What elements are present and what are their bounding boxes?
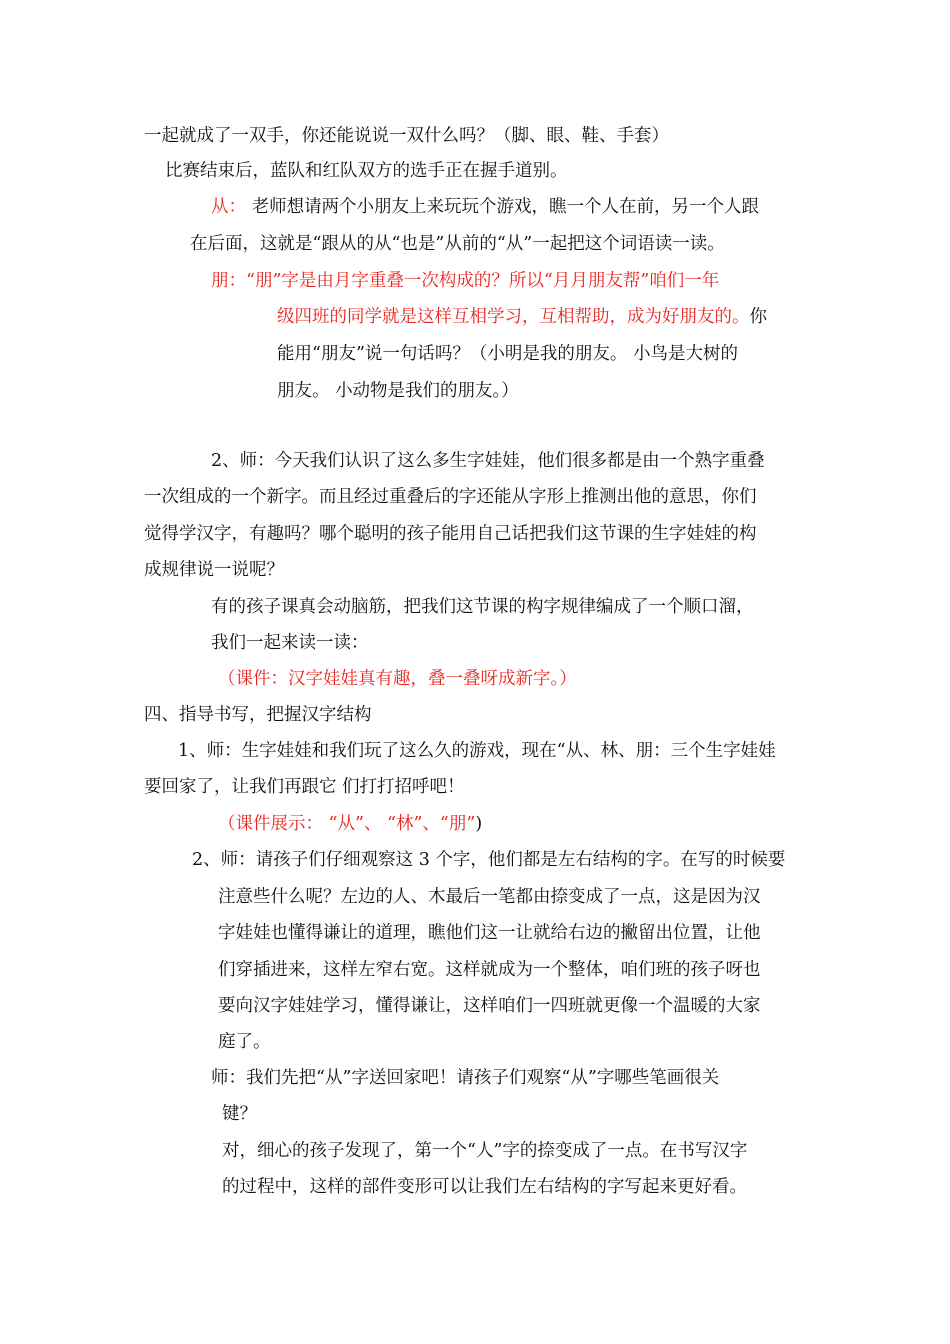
text-line: 一次组成的一个新字。而且经过重叠后的字还能从字形上推测出他的意思，你们 [144, 487, 757, 507]
text-line: 要向汉字娃娃学习，懂得谦让，这样咱们一四班就更像一个温暖的大家 [218, 996, 761, 1016]
text-line: 朋：“朋”字是由月字重叠一次构成的？所以“月月朋友帮”咱们一年 [211, 271, 720, 291]
text-line: 成规律说一说呢？ [144, 560, 284, 580]
text-line: 我们一起来读一读： [211, 633, 369, 653]
text-line: （课件展示： “从”、 “林”、“朋”) [218, 814, 483, 834]
text-line: 们穿插进来，这样左窄右宽。这样就成为一个整体，咱们班的孩子呀也 [218, 960, 761, 980]
text-line: 从： 老师想请两个小朋友上来玩玩个游戏，瞧一个人在前，另一个人跟 [211, 197, 760, 217]
text-line: 一起就成了一双手，你还能说说一双什么吗？（脚、眼、鞋、手套） [144, 126, 669, 146]
text-line: 觉得学汉字，有趣吗？哪个聪明的孩子能用自己话把我们这节课的生字娃娃的构 [144, 524, 757, 544]
text-line: 师：我们先把“从”字送回家吧！请孩子们观察“从”字哪些笔画很关 [211, 1068, 720, 1088]
text-line: 在后面，这就是“跟从的从“也是”从前的“从”一起把这个词语读一读。 [190, 234, 725, 254]
text-line: 2、师：请孩子们仔细观察这 3 个字，他们都是左右结构的字。在写的时候要 [192, 850, 786, 870]
text-line: 2、师：今天我们认识了这么多生字娃娃，他们很多都是由一个熟字重叠 [211, 451, 765, 471]
text-line: 级四班的同学就是这样互相学习，互相帮助，成为好朋友的。你 [277, 307, 767, 327]
text-line: 要回家了，让我们再跟它 们打打招呼吧！ [144, 777, 465, 797]
text-line: 对，细心的孩子发现了，第一个“人”字的捺变成了一点。在书写汉字 [222, 1141, 748, 1161]
text-line: 庭了。 [218, 1032, 271, 1052]
text-line: 的过程中，这样的部件变形可以让我们左右结构的字写起来更好看。 [222, 1177, 747, 1197]
text-line: 注意些什么呢？左边的人、木最后一笔都由捺变成了一点，这是因为汉 [218, 887, 761, 907]
text-line: 比赛结束后，蓝队和红队双方的选手正在握手道别。 [165, 161, 568, 181]
text-line: 键？ [222, 1104, 257, 1124]
text-line: 朋友。 小动物是我们的朋友。） [277, 381, 519, 401]
text-line: （课件：汉字娃娃真有趣，叠一叠呀成新字。） [218, 669, 577, 689]
text-line: 字娃娃也懂得谦让的道理，瞧他们这一让就给右边的撇留出位置，让他 [218, 923, 761, 943]
text-line: 有的孩子课真会动脑筋，把我们这节课的构字规律编成了一个顺口溜， [211, 597, 754, 617]
text-line: 1、师：生字娃娃和我们玩了这么久的游戏，现在“从、林、朋：三个生字娃娃 [178, 741, 776, 761]
text-line: 能用“朋友”说一句话吗？（小明是我的朋友。 小鸟是大树的 [277, 344, 738, 364]
section-heading: 四、指导书写，把握汉字结构 [144, 705, 372, 725]
